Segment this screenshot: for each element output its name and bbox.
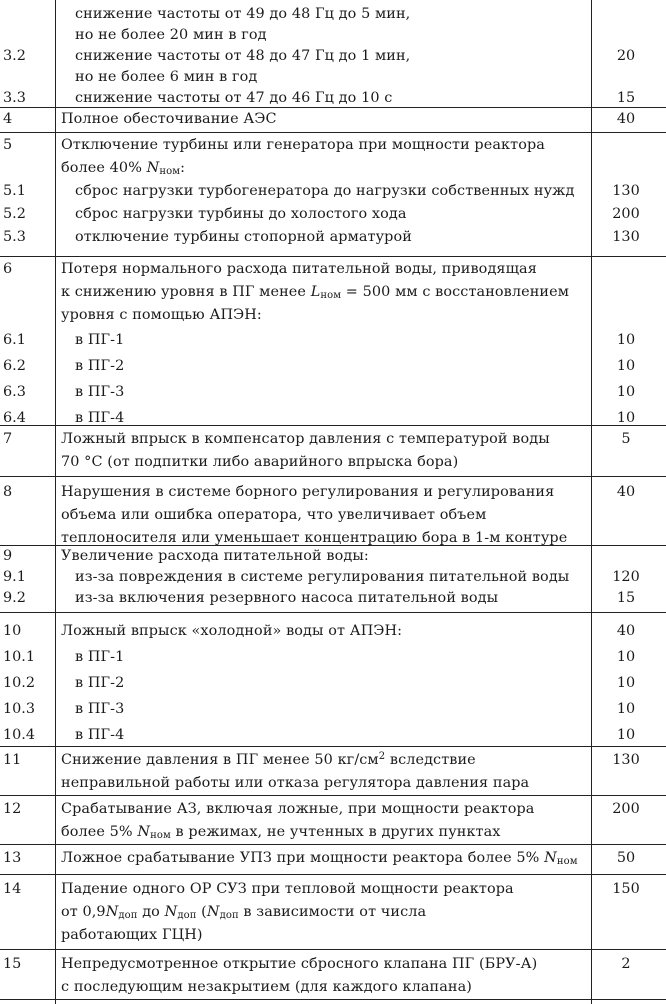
subscript: ном bbox=[320, 290, 342, 301]
formula-tail: вследствие bbox=[385, 752, 476, 768]
item-number: 9 bbox=[3, 548, 13, 564]
item-text: Ложный впрыск «холодной» воды от АПЭН: bbox=[61, 623, 403, 639]
item-text: Ложный впрыск в компенсатор давления с температурой воды bbox=[61, 431, 550, 447]
table-line bbox=[0, 379, 666, 405]
table-line bbox=[0, 749, 666, 772]
item-text: объема или ошибка оператора, что увеличивает объем bbox=[61, 507, 487, 523]
item-number: 12 bbox=[3, 801, 22, 817]
item-text: снижение частоты от 49 до 48 Гц до 5 мин, bbox=[75, 6, 411, 22]
item-text: работающих ГЦН) bbox=[61, 927, 203, 943]
item-value: 5 bbox=[621, 431, 631, 447]
item-value: 200 bbox=[612, 801, 640, 817]
symbol: N bbox=[137, 824, 151, 840]
subscript: доп bbox=[177, 910, 197, 921]
item-number: 10.1 bbox=[3, 649, 36, 665]
item-text: в ПГ-1 bbox=[75, 649, 125, 665]
item-value: 15 bbox=[616, 590, 636, 606]
item-number: 3.3 bbox=[3, 90, 26, 106]
item-value: 130 bbox=[612, 183, 640, 199]
item-number: 5 bbox=[3, 137, 13, 153]
item-text: уровня с помощью АПЭН: bbox=[61, 307, 262, 323]
item-number: 6.2 bbox=[3, 358, 26, 374]
table-row bbox=[0, 108, 666, 131]
item-text: снижение частоты от 48 до 47 Гц до 1 мин, bbox=[75, 48, 411, 64]
formula-text: более 40% N bbox=[61, 160, 160, 176]
item-value: 10 bbox=[616, 701, 636, 717]
table-line bbox=[0, 428, 666, 451]
item-value: 150 bbox=[612, 881, 640, 897]
item-value: 10 bbox=[616, 675, 636, 691]
table-line bbox=[0, 157, 666, 180]
table-row bbox=[0, 847, 666, 870]
item-text bbox=[61, 901, 426, 924]
table-line bbox=[0, 924, 666, 947]
item-number: 5.3 bbox=[3, 229, 26, 245]
item-text: Потеря нормального расхода питательной воды, приводящая bbox=[61, 261, 537, 277]
item-value: 130 bbox=[612, 752, 640, 768]
row-divider bbox=[0, 999, 666, 1000]
item-text: из-за включения резервного насоса питательной воды bbox=[75, 590, 499, 606]
table-row bbox=[0, 134, 666, 249]
row-divider bbox=[0, 425, 666, 426]
row-divider bbox=[0, 256, 666, 257]
row-divider bbox=[0, 874, 666, 875]
table-line bbox=[0, 353, 666, 379]
item-value: 40 bbox=[616, 111, 636, 127]
item-value: 10 bbox=[616, 727, 636, 743]
subscript: ном bbox=[556, 856, 578, 867]
item-text: в ПГ-4 bbox=[75, 410, 125, 426]
item-text: сброс нагрузки турбогенератора до нагрузки собственных нужд bbox=[75, 183, 575, 199]
formula-text: Снижение давления в ПГ менее 50 кг/см bbox=[61, 752, 379, 768]
item-number: 9.2 bbox=[3, 590, 26, 606]
table-line bbox=[0, 696, 666, 722]
item-value: 130 bbox=[612, 229, 640, 245]
item-value: 40 bbox=[616, 484, 636, 500]
row-divider bbox=[0, 612, 666, 613]
table-row bbox=[0, 798, 666, 844]
item-number: 10 bbox=[3, 623, 22, 639]
item-text bbox=[61, 847, 578, 870]
item-text: снижение частоты от 47 до 46 Гц до 10 с bbox=[75, 90, 393, 106]
table-row bbox=[0, 4, 666, 109]
table-row bbox=[0, 546, 666, 609]
item-text: 70 °С (от подпитки либо аварийного впрыска бора) bbox=[61, 454, 459, 470]
item-text: но не более 20 мин в год bbox=[75, 27, 267, 43]
item-value: 120 bbox=[612, 569, 640, 585]
table-line bbox=[0, 134, 666, 157]
item-number: 7 bbox=[3, 431, 13, 447]
row-divider bbox=[0, 795, 666, 796]
formula-tail: (N bbox=[196, 904, 220, 920]
item-number: 8 bbox=[3, 484, 13, 500]
table-line bbox=[0, 670, 666, 696]
formula-text: Ложное срабатывание УПЗ при мощности реактора более 5% N bbox=[61, 850, 557, 866]
item-number: 5.2 bbox=[3, 206, 26, 222]
item-text: Срабатывание АЗ, включая ложные, при мощности реактора bbox=[61, 801, 535, 817]
table-line bbox=[0, 451, 666, 474]
item-number: 10.4 bbox=[3, 727, 36, 743]
table-line bbox=[0, 878, 666, 901]
table-row bbox=[0, 428, 666, 474]
formula-text: к снижению уровня в ПГ менее L bbox=[61, 284, 321, 300]
table-line bbox=[0, 25, 666, 46]
table-row bbox=[0, 878, 666, 947]
item-text bbox=[61, 281, 569, 304]
item-value: 10 bbox=[616, 358, 636, 374]
item-number: 13 bbox=[3, 850, 22, 866]
table-line bbox=[0, 46, 666, 67]
item-number: 4 bbox=[3, 111, 13, 127]
formula-tail: в зависимости от числа bbox=[238, 904, 427, 920]
table-line bbox=[0, 281, 666, 304]
item-text bbox=[61, 157, 185, 180]
item-number: 6.4 bbox=[3, 410, 26, 426]
symbol: N bbox=[105, 904, 119, 920]
table-line bbox=[0, 618, 666, 644]
table-line bbox=[0, 644, 666, 670]
item-number: 9.1 bbox=[3, 569, 26, 585]
formula-tail: в режимах, не учтенных в других пунктах bbox=[170, 824, 501, 840]
table-line bbox=[0, 588, 666, 609]
item-text: теплоносителя или уменьшает концентрацию бора в 1-м контуре bbox=[61, 530, 568, 546]
table-line bbox=[0, 203, 666, 226]
item-value: 15 bbox=[616, 90, 636, 106]
table-line bbox=[0, 67, 666, 88]
table-line bbox=[0, 722, 666, 748]
formula-tail: = 500 мм с восстановлением bbox=[341, 284, 570, 300]
item-value: 40 bbox=[616, 623, 636, 639]
item-value: 50 bbox=[616, 850, 636, 866]
item-text: Падение одного ОР СУЗ при тепловой мощности реактора bbox=[61, 881, 514, 897]
table-row bbox=[0, 953, 666, 999]
symbol: N bbox=[146, 160, 160, 176]
item-number: 10.2 bbox=[3, 675, 36, 691]
table-line bbox=[0, 108, 666, 131]
table-line bbox=[0, 953, 666, 976]
row-divider bbox=[0, 132, 666, 133]
item-text: с последующим незакрытием (для каждого клапана) bbox=[61, 979, 472, 995]
table-row bbox=[0, 618, 666, 748]
item-text: Непредусмотренное открытие сбросного клапана ПГ (БРУ-А) bbox=[61, 956, 538, 972]
formula-text: от 0,9N bbox=[61, 904, 119, 920]
table-line bbox=[0, 226, 666, 249]
table-line bbox=[0, 481, 666, 504]
superscript: 2 bbox=[378, 751, 386, 762]
table-line bbox=[0, 798, 666, 821]
table-row bbox=[0, 258, 666, 431]
item-number: 11 bbox=[3, 752, 22, 768]
symbol: N bbox=[544, 850, 557, 866]
row-divider bbox=[0, 746, 666, 747]
item-text: Полное обесточивание АЭС bbox=[61, 111, 277, 127]
item-number: 10.3 bbox=[3, 701, 36, 717]
table-line bbox=[0, 504, 666, 527]
item-number: 3.2 bbox=[3, 48, 26, 64]
table-line bbox=[0, 567, 666, 588]
item-value: 2 bbox=[621, 956, 631, 972]
subscript: доп bbox=[219, 910, 239, 921]
item-text: в ПГ-4 bbox=[75, 727, 125, 743]
item-value: 200 bbox=[612, 206, 640, 222]
formula-tail: до N bbox=[137, 904, 178, 920]
table-line bbox=[0, 88, 666, 109]
formula-tail: : bbox=[180, 160, 186, 176]
table-line bbox=[0, 180, 666, 203]
table-line bbox=[0, 304, 666, 327]
symbol: N bbox=[206, 904, 220, 920]
item-text: Нарушения в системе борного регулирования и регулирования bbox=[61, 484, 555, 500]
item-text bbox=[61, 821, 501, 844]
table-line bbox=[0, 821, 666, 844]
item-number: 6 bbox=[3, 261, 13, 277]
row-divider bbox=[0, 949, 666, 950]
item-value: 10 bbox=[616, 410, 636, 426]
subscript: доп bbox=[118, 910, 138, 921]
table-line bbox=[0, 4, 666, 25]
item-number: 14 bbox=[3, 881, 22, 897]
item-value: 10 bbox=[616, 384, 636, 400]
table-line bbox=[0, 546, 666, 567]
table-line bbox=[0, 258, 666, 281]
item-text: в ПГ-3 bbox=[75, 384, 125, 400]
item-value: 10 bbox=[616, 649, 636, 665]
subscript: ном bbox=[159, 166, 181, 177]
subscript: ном bbox=[150, 830, 171, 841]
table-row bbox=[0, 749, 666, 795]
table-row bbox=[0, 481, 666, 550]
row-divider bbox=[0, 844, 666, 845]
item-text bbox=[61, 749, 476, 772]
item-number: 15 bbox=[3, 956, 22, 972]
item-text: в ПГ-2 bbox=[75, 358, 125, 374]
row-divider bbox=[0, 476, 666, 477]
item-text: в ПГ-3 bbox=[75, 701, 125, 717]
item-text: но не более 6 мин в год bbox=[75, 69, 258, 85]
item-text: неправильной работы или отказа регулятора давления пара bbox=[61, 775, 530, 791]
item-number: 5.1 bbox=[3, 183, 26, 199]
item-text: Отключение турбины или генератора при мощности реактора bbox=[61, 137, 545, 153]
item-text: из-за повреждения в системе регулирования питательной воды bbox=[75, 569, 570, 585]
item-text: в ПГ-2 bbox=[75, 675, 125, 691]
symbol: N bbox=[164, 904, 178, 920]
item-text: сброс нагрузки турбины до холостого хода bbox=[75, 206, 407, 222]
symbol: L bbox=[310, 284, 321, 300]
table-line bbox=[0, 772, 666, 795]
table-line bbox=[0, 327, 666, 353]
table-line bbox=[0, 901, 666, 924]
item-text: в ПГ-1 bbox=[75, 332, 125, 348]
item-number: 6.1 bbox=[3, 332, 26, 348]
item-value: 10 bbox=[616, 332, 636, 348]
table-line bbox=[0, 976, 666, 999]
item-value: 20 bbox=[616, 48, 636, 64]
item-text: Увеличение расхода питательной воды: bbox=[61, 548, 369, 564]
item-number: 6.3 bbox=[3, 384, 26, 400]
formula-text: более 5% N bbox=[61, 824, 151, 840]
table-line bbox=[0, 847, 666, 870]
item-text: отключение турбины стопорной арматурой bbox=[75, 229, 412, 245]
